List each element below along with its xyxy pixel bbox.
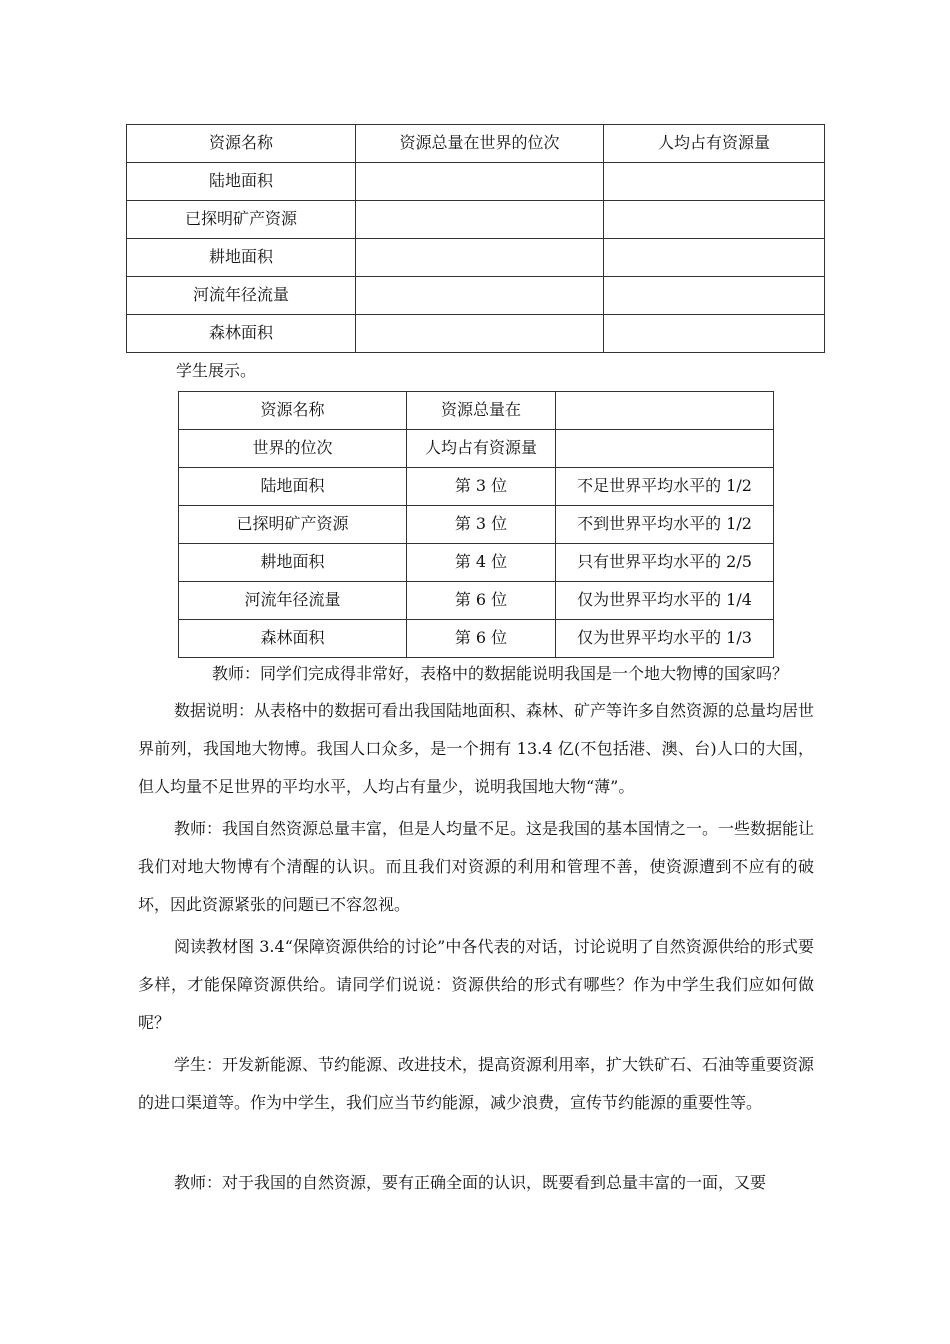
table-cell: 第 4 位	[407, 544, 556, 582]
table-header-cell: 人均占有资源量	[604, 125, 825, 163]
table-header-cell: 人均占有资源量	[407, 430, 556, 468]
table-cell	[604, 201, 825, 239]
table-cell	[356, 201, 604, 239]
table-cell: 河流年径流量	[179, 582, 407, 620]
table-cell: 森林面积	[179, 620, 407, 658]
table-header-cell: 资源名称	[179, 392, 407, 430]
table-header-cell: 资源总量在世界的位次	[356, 125, 604, 163]
table-cell: 第 3 位	[407, 506, 556, 544]
table-header-cell	[556, 392, 774, 430]
table-cell: 第 6 位	[407, 620, 556, 658]
table-cell	[356, 239, 604, 277]
table-cell: 森林面积	[127, 315, 356, 353]
table-cell	[356, 315, 604, 353]
table-row	[179, 620, 774, 658]
resource-table-filled	[178, 391, 774, 658]
table-cell: 只有世界平均水平的 2/5	[556, 544, 774, 582]
table-cell	[356, 163, 604, 201]
student-answer-paragraph: 学生：开发新能源、节约能源、改进技术，提高资源利用率，扩大铁矿石、石油等重要资源的进口渠道等。作为中学生，我们应当节约能源，减少浪费，宣传节约能源的重要性等。	[138, 1055, 815, 1112]
table-row	[127, 315, 825, 353]
table-row	[179, 582, 774, 620]
table-row	[127, 163, 825, 201]
data-explanation-paragraph: 数据说明：从表格中的数据可看出我国陆地面积、森林、矿产等许多自然资源的总量均居世界前列，我国地大物博。我国人口众多，是一个拥有 13.4 亿(不包括港、澳、台)人口的大国，但人均量不足世界的平均水平，人均占有量少，说明我国地大物“薄”。	[138, 701, 815, 796]
table-cell: 耕地面积	[179, 544, 407, 582]
reading-task-paragraph: 阅读教材图 3.4“保障资源供给的讨论”中各代表的对话，讨论说明了自然资源供给的形式要多样，才能保障资源供给。请同学们说说：资源供给的形式有哪些？作为中学生我们应如何做呢？	[138, 937, 814, 1032]
table-cell: 第 3 位	[407, 468, 556, 506]
table-cell	[604, 277, 825, 315]
table-row	[127, 201, 825, 239]
table-cell: 耕地面积	[127, 239, 356, 277]
table-header-cell: 资源总量在	[407, 392, 556, 430]
table-header-row	[127, 125, 825, 163]
table-row	[179, 506, 774, 544]
table-header-cell: 资源名称	[127, 125, 356, 163]
teacher-paragraph: 教师：我国自然资源总量丰富，但是人均量不足。这是我国的基本国情之一。一些数据能让我们对地大物博有个清醒的认识。而且我们对资源的利用和管理不善，使资源遭到不应有的破坏，因此资源紧张的问题已不容忽视。	[138, 819, 815, 914]
table-cell: 陆地面积	[179, 468, 407, 506]
teacher-summary-paragraph: 教师：对于我国的自然资源，要有正确全面的认识，既要看到总量丰富的一面，又要	[174, 1173, 767, 1192]
table-cell: 不到世界平均水平的 1/2	[556, 506, 774, 544]
table-cell	[356, 277, 604, 315]
table-row	[179, 468, 774, 506]
table-header-row	[179, 392, 774, 430]
table-cell: 河流年径流量	[127, 277, 356, 315]
table-row	[179, 544, 774, 582]
caption-text: 学生展示。	[176, 361, 257, 380]
table-cell	[604, 315, 825, 353]
table-cell: 第 6 位	[407, 582, 556, 620]
table-cell	[604, 239, 825, 277]
table-header-cell	[556, 430, 774, 468]
table-header-row	[179, 430, 774, 468]
table-cell: 不足世界平均水平的 1/2	[556, 468, 774, 506]
table-cell	[604, 163, 825, 201]
resource-table-blank	[126, 124, 825, 353]
teacher-question: 教师：同学们完成得非常好，表格中的数据能说明我国是一个地大物博的国家吗？	[212, 664, 789, 683]
table-header-cell: 世界的位次	[179, 430, 407, 468]
table-cell: 已探明矿产资源	[127, 201, 356, 239]
table-cell: 仅为世界平均水平的 1/4	[556, 582, 774, 620]
table-cell: 仅为世界平均水平的 1/3	[556, 620, 774, 658]
table-cell: 已探明矿产资源	[179, 506, 407, 544]
table-cell: 陆地面积	[127, 163, 356, 201]
table-row	[127, 277, 825, 315]
table-row	[127, 239, 825, 277]
